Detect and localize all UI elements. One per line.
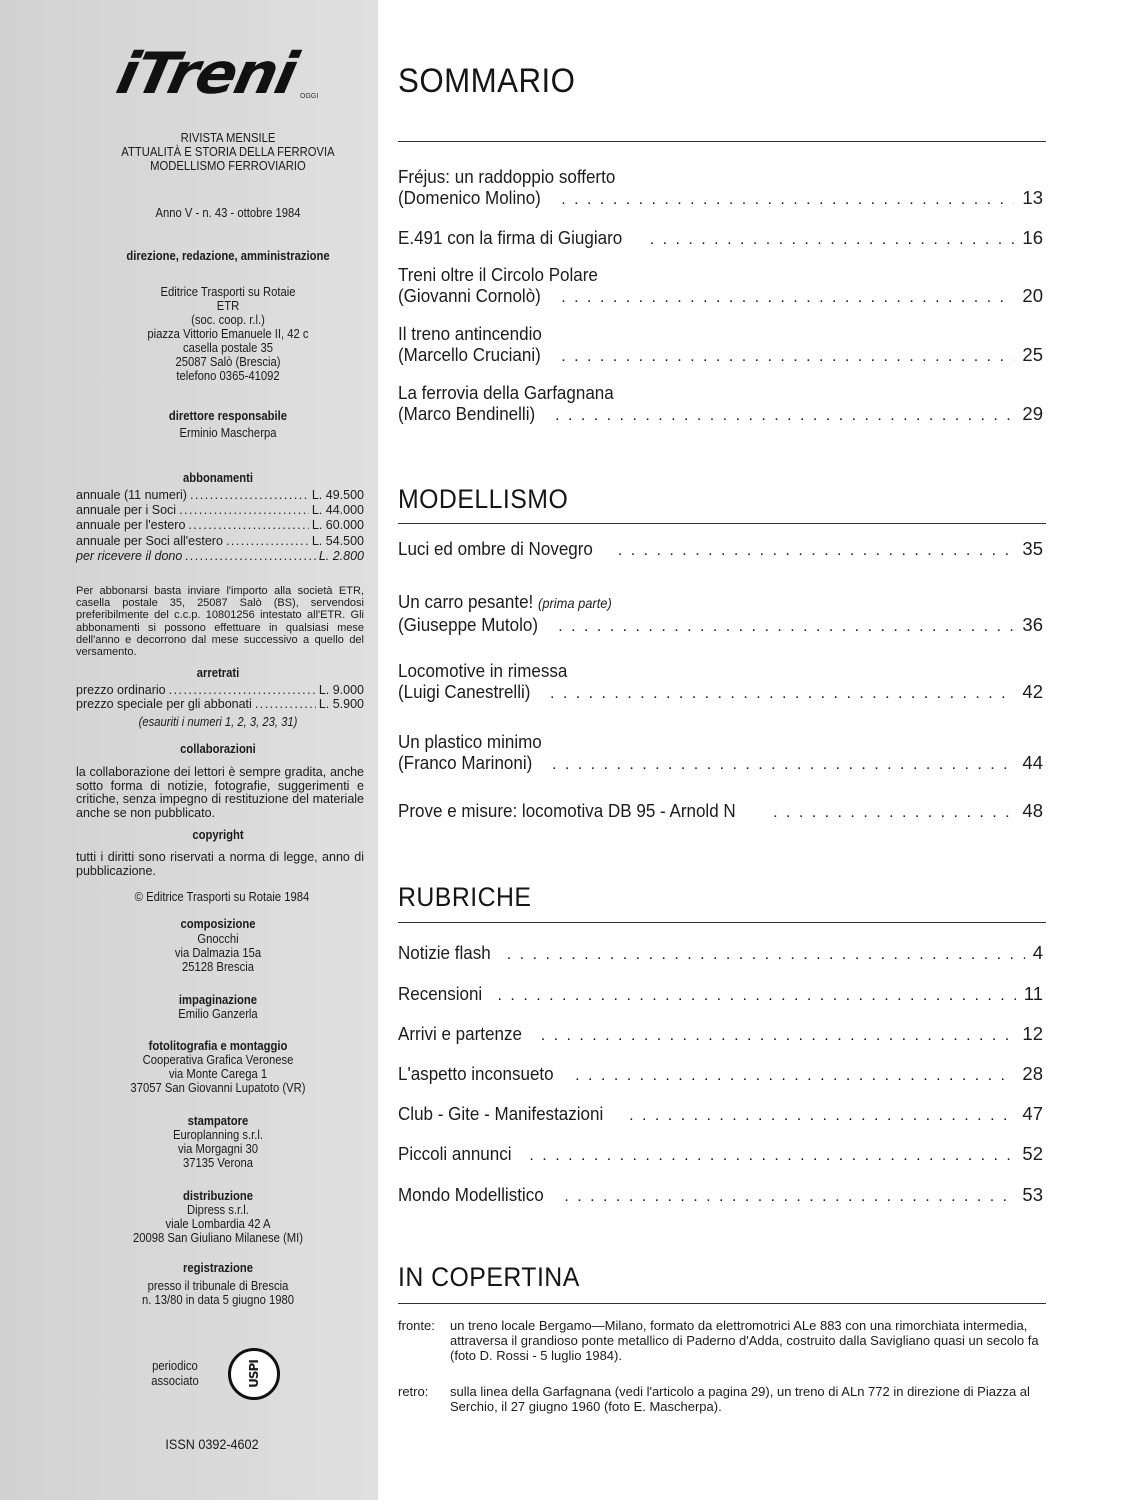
price-row: annuale per Soci all'estero . . . L. 54.500 xyxy=(76,534,364,548)
periodico-label: associato xyxy=(151,1374,199,1388)
toc-entry-author: E.491 con la firma di Giugiaro xyxy=(398,227,623,248)
registrazione-line: presso il tribunale di Brescia xyxy=(147,1279,289,1293)
price-row: annuale (11 numeri) . . . L. 49.500 xyxy=(76,488,364,502)
toc-entry-line xyxy=(398,681,1043,704)
composizione-title: composizione xyxy=(180,917,256,931)
toc-entry-title: Treni oltre il Circolo Polare xyxy=(398,264,598,285)
dot-leader xyxy=(498,985,1016,1006)
director-name: Erminio Mascherpa xyxy=(179,426,277,440)
composizione-line: Gnocchi xyxy=(197,932,239,946)
dot-leader xyxy=(558,616,1014,637)
toc-entry-author: (Marco Bendinelli) xyxy=(398,403,536,424)
toc-entry xyxy=(398,1184,1043,1207)
toc-entry-line xyxy=(398,1103,1043,1126)
dot-leader xyxy=(555,405,1014,426)
distribuzione-line: viale Lombardia 42 A xyxy=(165,1217,271,1231)
dot-leader xyxy=(550,683,1014,704)
cover-back-label: retro: xyxy=(398,1384,429,1399)
toc-entry-line xyxy=(398,285,1043,308)
toc-page-number: 28 xyxy=(1022,1063,1043,1084)
toc-entry xyxy=(398,1143,1043,1166)
publisher-line: piazza Vittorio Emanuele II, 42 c xyxy=(147,327,309,341)
copertina-heading: IN COPERTINA xyxy=(398,1262,580,1292)
toc-entry-author: Piccoli annunci xyxy=(398,1143,512,1164)
toc-entry xyxy=(398,1063,1043,1086)
dot-leader xyxy=(629,1105,1014,1126)
toc-entry-line xyxy=(398,227,1043,250)
cover-front-label: fronte: xyxy=(398,1318,435,1333)
toc-entry-author: (Giovanni Cornolò) xyxy=(398,285,541,306)
dot-leader xyxy=(507,944,1025,965)
magazine-type: ATTUALITÀ E STORIA DELLA FERROVIA xyxy=(121,145,335,159)
toc-entry-author: (Marcello Cruciani) xyxy=(398,344,541,365)
dot-leader xyxy=(561,189,1014,210)
direzione-title: direzione, redazione, amministrazione xyxy=(126,249,330,263)
impaginazione-title: impaginazione xyxy=(178,993,258,1007)
masthead-sidebar xyxy=(0,0,378,1500)
toc-page-number: 13 xyxy=(1022,187,1043,208)
toc-page-number: 11 xyxy=(1023,983,1043,1004)
toc-entry-title: Fréjus: un raddoppio sofferto xyxy=(398,166,616,187)
collaborazioni-title: collaborazioni xyxy=(180,742,256,756)
rubriche-rule xyxy=(398,922,1046,923)
modellismo-rule xyxy=(398,523,1046,524)
toc-page-number: 42 xyxy=(1022,681,1043,702)
toc-entry xyxy=(398,660,1043,704)
toc-entry-line xyxy=(398,1063,1043,1086)
copertina-rule xyxy=(398,1303,1046,1304)
toc-entry-author: L'aspetto inconsueto xyxy=(398,1063,554,1084)
issn: ISSN 0392-4602 xyxy=(165,1436,259,1452)
distribuzione-title: distribuzione xyxy=(182,1189,254,1203)
toc-page-number: 20 xyxy=(1022,285,1043,306)
dot-leader xyxy=(618,540,1015,561)
copyright-title: copyright xyxy=(192,828,244,842)
arretrati-title: arretrati xyxy=(196,666,240,680)
collaborazioni-text: la collaborazione dei lettori è sempre gradita, anche sotto forma di notizie, fotografie, suggerimenti e critiche, senza impegno di restituzione del materiale anche se non pubblicato. xyxy=(76,765,364,820)
uspi-logo: USPI xyxy=(228,1348,280,1400)
composizione-line: via Dalmazia 15a xyxy=(174,946,262,960)
toc-entry-title: Il treno antincendio xyxy=(398,323,542,344)
toc-page-number: 47 xyxy=(1022,1103,1043,1124)
toc-entry xyxy=(398,591,1043,637)
rubriche-heading: RUBRICHE xyxy=(398,882,532,912)
fotolito-title: fotolitografia e montaggio xyxy=(148,1039,288,1053)
periodico-label: periodico xyxy=(152,1359,198,1373)
toc-page-number: 29 xyxy=(1022,403,1043,424)
toc-entry-line xyxy=(398,1184,1043,1207)
publisher-line: (soc. coop. r.l.) xyxy=(191,313,265,327)
distribuzione-line: 20098 San Giuliano Milanese (MI) xyxy=(132,1231,304,1245)
dot-leader xyxy=(541,1025,1015,1046)
magazine-type: MODELLISMO FERROVIARIO xyxy=(150,159,306,173)
fotolito-line: Cooperativa Grafica Veronese xyxy=(142,1053,294,1067)
dot-leader xyxy=(561,287,1014,308)
publisher-line: telefono 0365-41092 xyxy=(176,369,280,383)
toc-entry-line xyxy=(398,983,1043,1006)
stampatore-line: via Morgagni 30 xyxy=(177,1142,259,1156)
toc-entry xyxy=(398,323,1043,367)
toc-entry-line xyxy=(398,800,1043,823)
toc-entry-line xyxy=(398,538,1043,561)
dot-leader xyxy=(650,229,1015,250)
fotolito-line: via Monte Carega 1 xyxy=(168,1067,268,1081)
toc-entry-line xyxy=(398,614,1043,637)
toc-entry xyxy=(398,731,1043,775)
cover-back xyxy=(398,1384,1046,1414)
stampatore-line: Europlanning s.r.l. xyxy=(172,1128,264,1142)
toc-page-number: 35 xyxy=(1022,538,1043,559)
cover-front xyxy=(398,1318,1046,1363)
toc-entry-title: Locomotive in rimessa xyxy=(398,660,568,681)
price-row: prezzo speciale per gli abbonati . . . L. 5.900 xyxy=(76,697,364,711)
publisher-line: ETR xyxy=(216,299,240,313)
toc-entry-line xyxy=(398,344,1043,367)
toc-page-number: 36 xyxy=(1022,614,1043,635)
price-row: annuale per i Soci . . . L. 44.000 xyxy=(76,503,364,517)
impaginazione-line: Emilio Ganzerla xyxy=(178,1007,258,1021)
publisher-line: 25087 Salò (Brescia) xyxy=(175,355,281,369)
toc-entry-author: (Franco Marinoni) xyxy=(398,752,533,773)
toc-entry-author: (Luigi Canestrelli) xyxy=(398,681,531,702)
toc-entry-line xyxy=(398,942,1043,965)
composizione-line: 25128 Brescia xyxy=(182,960,254,974)
dot-leader xyxy=(552,754,1014,775)
cover-front-text: un treno locale Bergamo—Milano, formato da elettromotrici ALe 883 con una rimorchiata intermedia, attraversa il grandioso ponte metallico di Paderno d'Adda, costruito dalla Savigliano quasi un secolo fa (foto D. Rossi - 5 luglio 1984). xyxy=(450,1318,1039,1363)
toc-entry xyxy=(398,382,1043,426)
magazine-logo: iTreni xyxy=(110,40,302,108)
toc-entry-title: Un plastico minimo xyxy=(398,731,542,752)
toc-page-number: 12 xyxy=(1022,1023,1043,1044)
toc-page-number: 16 xyxy=(1022,227,1043,248)
toc-entry-title: Un carro pesante! xyxy=(398,591,534,612)
toc-entry-author: Luci ed ombre di Novegro xyxy=(398,538,593,559)
toc-entry-line xyxy=(398,1143,1043,1166)
price-row: per ricevere il dono . . . L. 2.800 xyxy=(76,549,364,563)
issue-info: Anno V - n. 43 - ottobre 1984 xyxy=(155,206,301,220)
toc-entry-line xyxy=(398,403,1043,426)
dot-leader xyxy=(561,346,1014,367)
toc-entry xyxy=(398,166,1043,210)
toc-entry-author: (Giuseppe Mutolo) xyxy=(398,614,539,635)
toc-page-number: 48 xyxy=(1022,800,1043,821)
toc-entry-author: Club - Gite - Manifestazioni xyxy=(398,1103,604,1124)
registrazione-line: n. 13/80 in data 5 giugno 1980 xyxy=(141,1293,295,1307)
sommario-rule xyxy=(398,141,1046,142)
toc-entry-line xyxy=(398,187,1043,210)
toc-entry-author: Arrivi e partenze xyxy=(398,1023,522,1044)
toc-page-number: 44 xyxy=(1022,752,1043,773)
modellismo-heading: MODELLISMO xyxy=(398,484,569,514)
copyright-line: © Editrice Trasporti su Rotaie 1984 xyxy=(134,890,310,904)
toc-entry-author: Recensioni xyxy=(398,983,483,1004)
cover-back-text: sulla linea della Garfagnana (vedi l'articolo a pagina 29), un treno di ALn 772 in direzione di Piazza al Serchio, il 27 giugno 1960 (foto E. Mascherpa). xyxy=(450,1384,1030,1414)
distribuzione-line: Dipress s.r.l. xyxy=(187,1203,249,1217)
abbonamenti-title: abbonamenti xyxy=(182,471,254,485)
toc-entry xyxy=(398,800,1043,823)
dot-leader xyxy=(564,1186,1014,1207)
publisher-line: casella postale 35 xyxy=(182,341,274,355)
magazine-type: RIVISTA MENSILE xyxy=(180,131,276,145)
toc-entry xyxy=(398,1023,1043,1046)
arretrati-note: (esauriti i numeri 1, 2, 3, 23, 31) xyxy=(138,715,298,729)
toc-page-number: 4 xyxy=(1032,942,1043,963)
toc-entry-title: La ferrovia della Garfagnana xyxy=(398,382,614,403)
toc-page-number: 25 xyxy=(1022,344,1043,365)
price-row: annuale per l'estero . . . L. 60.000 xyxy=(76,518,364,532)
toc-page-number: 53 xyxy=(1022,1184,1043,1205)
publisher-line: Editrice Trasporti su Rotaie xyxy=(160,285,296,299)
dot-leader xyxy=(773,802,1014,823)
sommario-heading: SOMMARIO xyxy=(398,62,576,100)
toc-entry xyxy=(398,264,1043,308)
toc-entry-author: (Domenico Molino) xyxy=(398,187,541,208)
price-row: prezzo ordinario . . . L. 9.000 xyxy=(76,683,364,697)
copyright-text: tutti i diritti sono riservati a norma di legge, anno di pubblicazione. xyxy=(76,850,364,878)
abbonamenti-note: Per abbonarsi basta inviare l'importo alla società ETR, casella postale 35, 25087 Salò (BS), servendosi preferibilmente del c.c.p. 10801256 intestato all'ETR. Gli abbonamenti si possono effettuare in qualsiasi mese dell'anno e decorrono dal mese successivo a quello del versamento. xyxy=(76,585,364,659)
director-title: direttore responsabile xyxy=(168,409,288,423)
toc-entry-author: Notizie flash xyxy=(398,942,491,963)
toc-entry-subtitle: (prima parte) xyxy=(538,595,612,611)
toc-entry-line xyxy=(398,1023,1043,1046)
dot-leader xyxy=(575,1065,1014,1086)
registrazione-title: registrazione xyxy=(182,1261,254,1275)
toc-entry xyxy=(398,983,1043,1006)
toc-entry xyxy=(398,538,1043,561)
toc-entry-author: Prove e misure: locomotiva DB 95 - Arnold N xyxy=(398,800,736,821)
toc-entry-line xyxy=(398,752,1043,775)
stampatore-line: 37135 Verona xyxy=(182,1156,254,1170)
stampatore-title: stampatore xyxy=(187,1114,249,1128)
toc-entry xyxy=(398,942,1043,965)
logo-subtitle: OGGI xyxy=(300,93,319,100)
toc-entry xyxy=(398,1103,1043,1126)
dot-leader xyxy=(529,1145,1014,1166)
toc-entry-author: Mondo Modellistico xyxy=(398,1184,544,1205)
toc-page-number: 52 xyxy=(1022,1143,1043,1164)
toc-entry xyxy=(398,227,1043,250)
fotolito-line: 37057 San Giovanni Lupatoto (VR) xyxy=(130,1081,306,1095)
